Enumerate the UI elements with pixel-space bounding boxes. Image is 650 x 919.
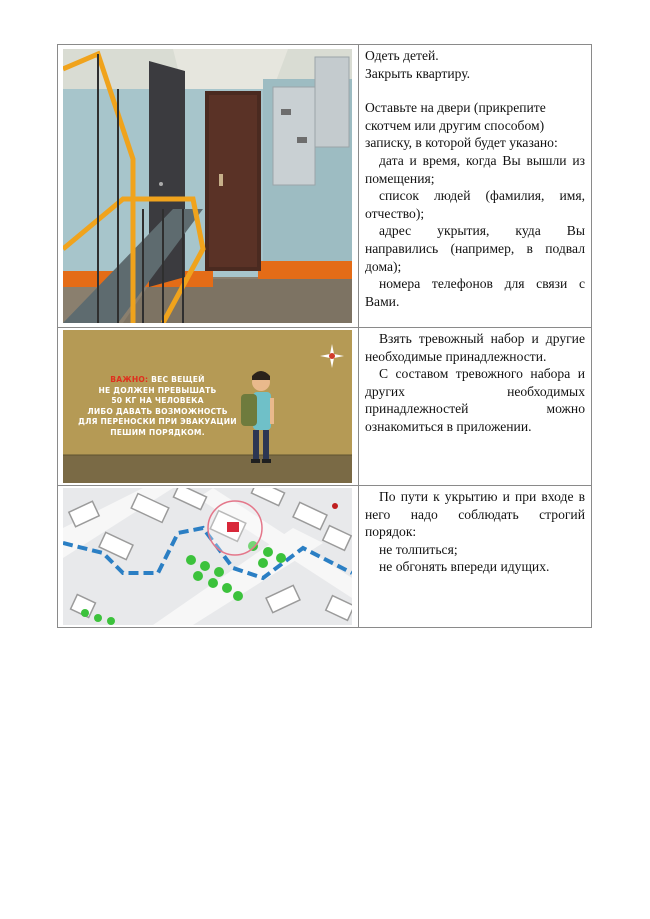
stairwell-photo — [63, 49, 352, 323]
important-notice — [75, 375, 240, 438]
list-item: не толпиться; — [378, 541, 458, 557]
list-item: По пути к укрытию и при входе в него надо соблюдать строгий порядок: — [364, 489, 585, 540]
list-item: С составом тревожного набора и других необходимых принадлежностей можно ознакомиться в приложении. — [364, 366, 585, 434]
list-item: Взять тревожный набор и другие необходимые принадлежности. — [364, 331, 585, 364]
text-line: Одеть детей. — [364, 48, 439, 63]
list-item: адрес укрытия, куда Вы направились (например, в подвал дома); — [364, 223, 585, 274]
list-item: дата и время, когда Вы вышли из помещения; — [364, 152, 585, 186]
table-row — [58, 328, 592, 486]
table-row — [58, 486, 592, 628]
notice-text: ЛИБО ДАВАТЬ ВОЗМОЖНОСТЬ — [87, 406, 228, 416]
important-label: ВАЖНО: — [110, 375, 149, 384]
list-item: список людей (фамилия, имя, отчество); — [364, 188, 585, 221]
evacuation-map — [63, 488, 352, 625]
text-line — [365, 82, 585, 99]
list-item: не обгонять впереди идущих. — [378, 559, 550, 575]
notice-text: ПЕШИМ ПОРЯДКОМ. — [110, 427, 205, 437]
list-item: номера телефонов для связи с Вами. — [364, 276, 585, 309]
notice-text: ДЛЯ ПЕРЕНОСКИ ПРИ ЭВАКУАЦИИ — [78, 417, 237, 426]
evacuee-illustration — [63, 330, 352, 483]
instruction-table — [57, 44, 592, 628]
notice-text: 50 КГ НА ЧЕЛОВЕКА — [111, 396, 204, 405]
compass-emblem-icon — [320, 344, 344, 368]
text-line: Закрыть квартиру. — [364, 65, 471, 81]
notice-text: ВЕС ВЕЩЕЙ — [148, 375, 205, 384]
notice-text: НЕ ДОЛЖЕН ПРЕВЫШАТЬ — [98, 385, 217, 395]
text-line: Оставьте на двери (прикрепите скотчем или другим способом) записку, в которой будет указано: — [364, 100, 558, 151]
table-row — [58, 45, 592, 328]
